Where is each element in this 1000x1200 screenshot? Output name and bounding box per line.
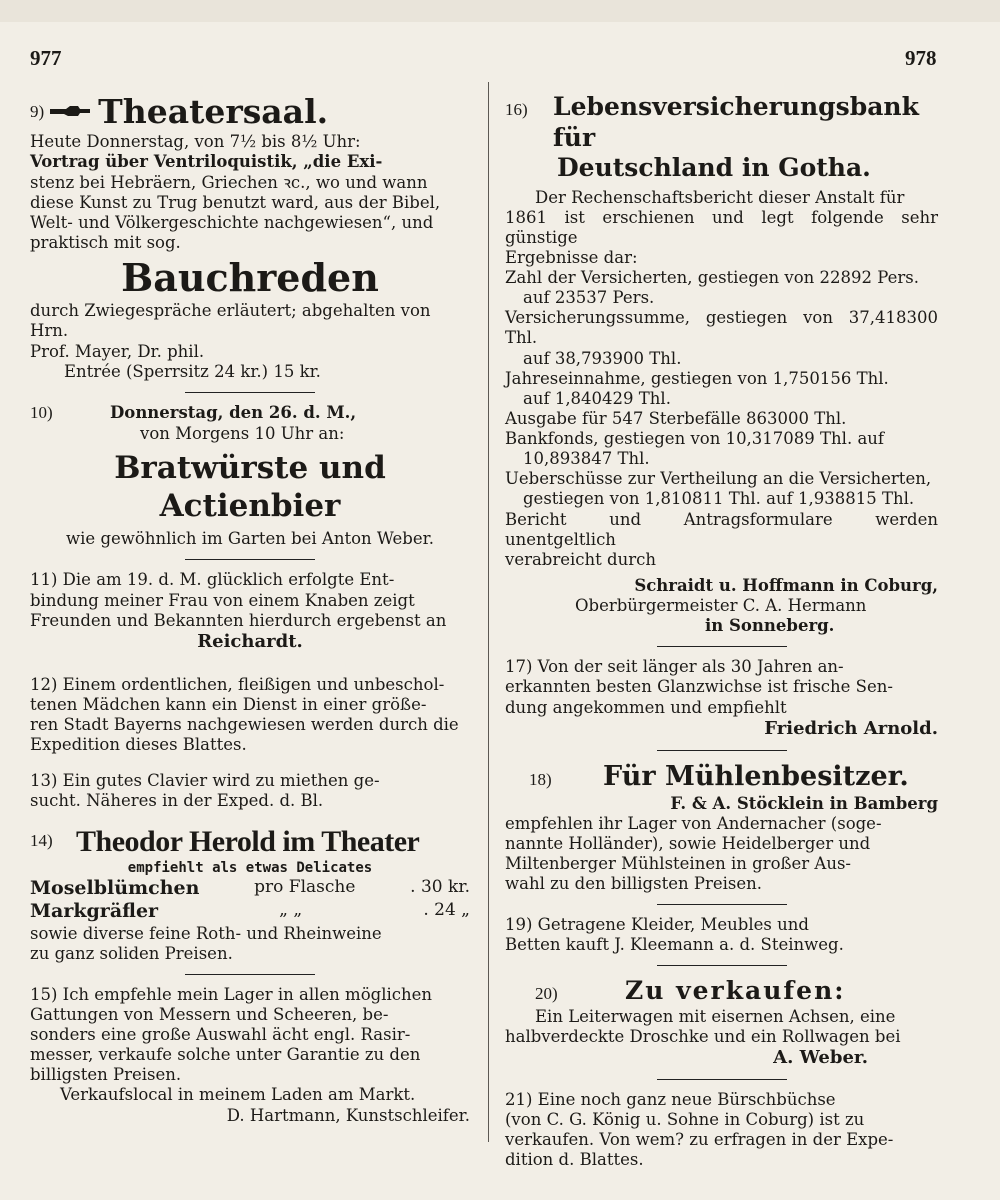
ad-21 <box>505 1090 938 1171</box>
text-line: diese Kunst zu Trug benutzt ward, aus der Bibel, <box>30 192 441 212</box>
ad-9 <box>30 92 470 382</box>
separator <box>185 559 315 560</box>
page-number-right: 978 <box>905 46 937 70</box>
text-line: empfiehlt als etwas Delicates <box>127 860 373 877</box>
text-line: gestiegen von 1,810811 Thl. auf 1,938815 Thl. <box>523 489 915 509</box>
text-line: Betten kauft J. Kleemann a. d. Steinweg. <box>505 935 844 955</box>
text-line: 15) Ich empfehle mein Lager in allen möglichen <box>30 984 433 1004</box>
text-line: dition d. Blattes. <box>505 1150 644 1170</box>
separator <box>657 1079 787 1080</box>
text-line: 13) Ein gutes Clavier wird zu miethen ge- <box>30 771 380 791</box>
signature: D. Hartmann, Kunstschleifer. <box>226 1105 470 1125</box>
text-line: auf 1,840429 Thl. <box>523 388 671 408</box>
text-line: 17) Von der seit länger als 30 Jahren an- <box>505 657 844 677</box>
wine-unit: pro Flasche <box>254 877 356 898</box>
text-line: wahl zu den billigsten Preisen. <box>505 874 762 894</box>
separator <box>657 965 787 966</box>
ad-15 <box>30 985 470 1126</box>
text-line: Ergebnisse dar: <box>505 247 638 267</box>
ad-20 <box>505 976 938 1069</box>
text-line: 1861 ist erschienen und legt folgende sehr günstige <box>505 207 938 247</box>
ad-number: 20) <box>535 984 558 1004</box>
separator <box>657 750 787 751</box>
text-line: durch Zwiegespräche erläutert; abgehalten von Hrn. <box>30 301 431 341</box>
text-line: stenz bei Hebräern, Griechen ꝛc., wo und wann <box>30 172 428 192</box>
ad-number: 18) <box>529 769 552 789</box>
separator <box>657 646 787 647</box>
text-line: dung angekommen und empfiehlt <box>505 697 787 717</box>
bleed-through-band <box>0 0 1000 22</box>
text-line: Miltenberger Mühlsteinen in großer Aus- <box>505 853 852 873</box>
text-line: Verkaufslocal in meinem Laden am Markt. <box>60 1085 416 1105</box>
text-line: ren Stadt Bayerns nachgewiesen werden durch die <box>30 715 459 735</box>
ad-16 <box>505 92 938 636</box>
text-line: bindung meiner Frau von einem Knaben zeigt <box>30 590 415 610</box>
text-line: sucht. Näheres in der Exped. d. Bl. <box>30 791 324 811</box>
ad-12 <box>30 675 470 756</box>
text-line: Der Rechenschaftsbericht dieser Anstalt für <box>535 187 905 207</box>
ad-headline: Bratwürste und Actienbier <box>114 449 386 524</box>
ad-headline: Bauchreden <box>121 255 379 300</box>
ad-title: Zu verkaufen: <box>625 976 846 1006</box>
ad-title: Lebensversicherungsbank für <box>553 92 919 152</box>
separator <box>185 974 315 975</box>
wine-row <box>30 877 470 900</box>
signature: Reichardt. <box>197 630 303 652</box>
ad-number: 9) <box>30 101 45 121</box>
text-line: F. & A. Stöcklein in Bamberg <box>670 793 938 813</box>
text-line: erkannten besten Glanzwichse ist frische Sen- <box>505 677 893 697</box>
wine-unit: „ „ <box>279 900 303 921</box>
text-line: 19) Getragene Kleider, Meubles und <box>505 915 809 935</box>
text-line: Jahreseinnahme, gestiegen von 1,750156 Thl. <box>505 368 889 388</box>
text-line: verabreicht durch <box>505 549 656 569</box>
text-line: Freunden und Bekannten hierdurch ergebenst an <box>30 610 447 630</box>
text-line: (von C. G. König u. Sohne in Coburg) ist zu <box>505 1110 865 1130</box>
text-line: nannte Holländer), sowie Heidelberger und <box>505 833 871 853</box>
ad-17 <box>505 657 938 739</box>
signature: A. Weber. <box>773 1047 868 1069</box>
separator <box>185 392 315 393</box>
text-line: auf 23537 Pers. <box>523 288 655 308</box>
text-line: 10,893847 Thl. <box>523 449 650 469</box>
ad-10 <box>30 403 470 550</box>
text-line: messer, verkaufe solche unter Garantie zu den <box>30 1045 421 1065</box>
text-line: auf 38,793900 Thl. <box>523 348 682 368</box>
ad-title: Deutschland in Gotha. <box>557 153 871 182</box>
text-line: Ein Leiterwagen mit eisernen Achsen, eine <box>535 1006 896 1026</box>
ad-number: 16) <box>505 100 528 119</box>
text-line: sowie diverse feine Roth- und Rheinweine <box>30 923 382 943</box>
wine-price: . 30 kr. <box>410 877 470 898</box>
wine-name: Markgräfler <box>30 900 159 923</box>
wine-row <box>30 900 470 923</box>
text-line: wie gewöhnlich im Garten bei Anton Weber. <box>66 529 434 549</box>
text-line: tenen Mädchen kann ein Dienst in einer größe- <box>30 694 427 714</box>
text-line: 12) Einem ordentlichen, fleißigen und unbeschol- <box>30 674 445 694</box>
text-line: sonders eine große Auswahl ächt engl. Rasir- <box>30 1025 411 1045</box>
text-line: Ausgabe für 547 Sterbefälle 863000 Thl. <box>505 408 847 428</box>
text-line: billigsten Preisen. <box>30 1065 182 1085</box>
text-line: empfehlen ihr Lager von Andernacher (soge- <box>505 813 882 833</box>
wine-price: . 24 „ <box>423 900 470 921</box>
separator <box>657 904 787 905</box>
right-column <box>505 92 938 1177</box>
text-line: Welt- und Völkergeschichte nachgewiesen“, und <box>30 212 434 232</box>
text-line: Zahl der Versicherten, gestiegen von 22892 Pers. <box>505 268 919 287</box>
text-line: Gattungen von Messern und Scheeren, be- <box>30 1004 389 1024</box>
ad-18 <box>505 761 938 895</box>
text-line: halbverdeckte Droschke und ein Rollwagen bei <box>505 1027 901 1047</box>
text-line: Donnerstag, den 26. d. M., <box>110 402 357 422</box>
pointing-hand-icon <box>48 104 92 120</box>
text-line: Versicherungssumme, gestiegen von 37,418300 Thl. <box>505 308 938 348</box>
text-line: Ueberschüsse zur Vertheilung an die Versicherten, <box>505 469 932 489</box>
ad-title: Theatersaal. <box>98 92 329 131</box>
ad-headline: Theodor Herold im Theater <box>76 824 420 858</box>
left-column <box>30 92 470 1132</box>
text-line: praktisch mit sog. <box>30 232 181 252</box>
ad-13 <box>30 771 470 811</box>
ad-number: 14) <box>30 831 53 851</box>
text-line: verkaufen. Von wem? zu erfragen in der Expe- <box>505 1130 894 1150</box>
signature: Friedrich Arnold. <box>764 717 938 739</box>
ad-title: Für Mühlenbesitzer. <box>603 760 909 792</box>
text-line: Bericht und Antragsformulare werden unentgeltlich <box>505 509 938 549</box>
signature: in Sonneberg. <box>705 616 835 636</box>
text-line: 21) Eine noch ganz neue Bürschbüchse <box>505 1090 836 1110</box>
column-divider <box>488 82 489 1142</box>
signature: Schraidt u. Hoffmann in Coburg, <box>634 575 938 595</box>
ad-number: 10) <box>30 402 53 422</box>
text-line: Vortrag über Ventriloquistik, „die Exi- <box>30 152 383 172</box>
text-line: zu ganz soliden Preisen. <box>30 943 233 963</box>
text-line: Prof. Mayer, Dr. phil. <box>30 341 205 361</box>
ad-11 <box>30 570 470 652</box>
text-line: Entrée (Sperrsitz 24 kr.) 15 kr. <box>64 361 321 381</box>
text-line: Heute Donnerstag, von 7½ bis 8½ Uhr: <box>30 132 361 152</box>
text-line: Expedition dieses Blattes. <box>30 735 247 755</box>
page-number-left: 977 <box>30 46 62 70</box>
ad-14 <box>30 824 470 964</box>
ad-19 <box>505 915 938 955</box>
text-line: Bankfonds, gestiegen von 10,317089 Thl. auf <box>505 429 885 448</box>
signature: Oberbürgermeister C. A. Hermann <box>575 596 867 615</box>
text-line: 11) Die am 19. d. M. glücklich erfolgte Ent- <box>30 570 395 590</box>
wine-name: Moselblümchen <box>30 877 200 900</box>
text-line: von Morgens 10 Uhr an: <box>140 423 345 443</box>
